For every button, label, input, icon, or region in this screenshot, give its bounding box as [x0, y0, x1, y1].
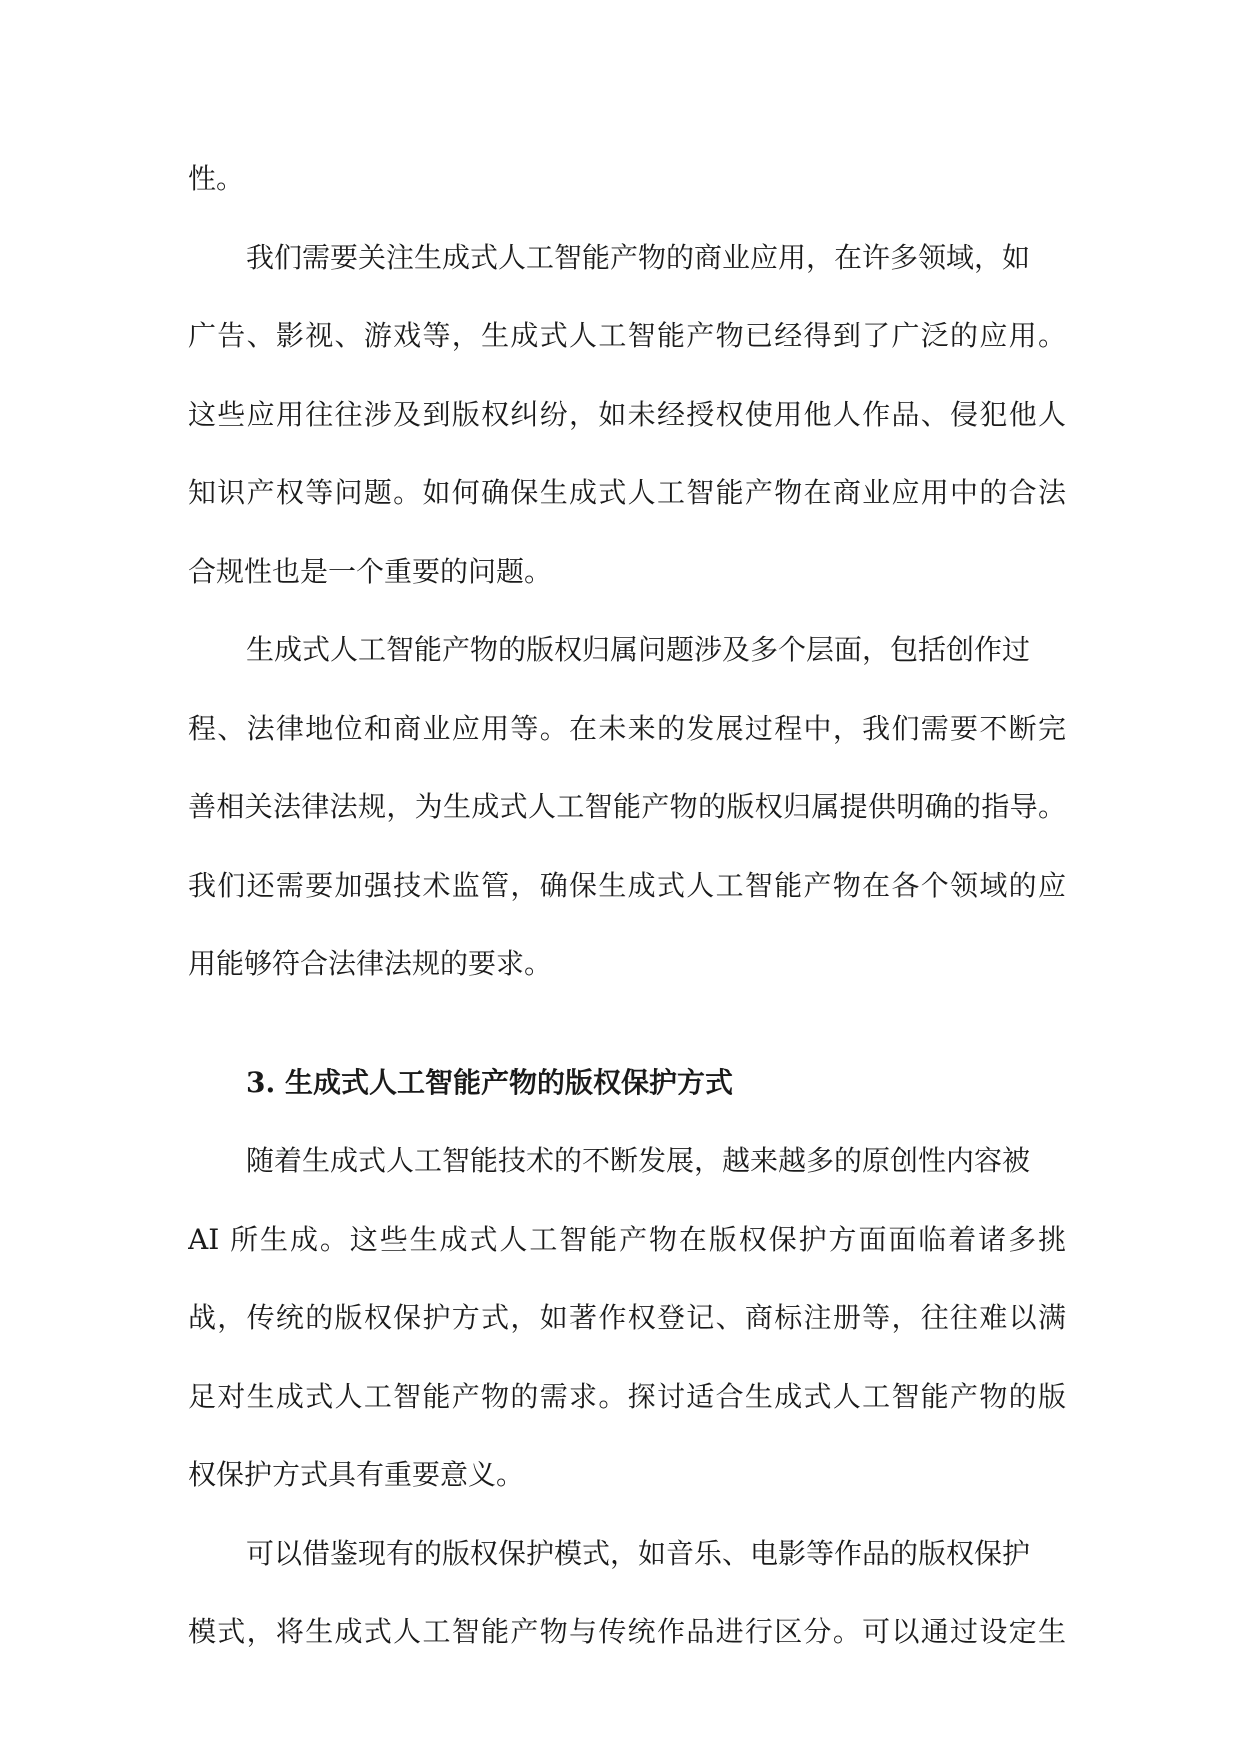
paragraph-line: 战，传统的版权保护方式，如著作权登记、商标注册等，往往难以满 — [188, 1301, 1066, 1334]
paragraph-line: 足对生成式人工智能产物的需求。探讨适合生成式人工智能产物的版 — [188, 1379, 1066, 1413]
paragraph-line: 这些应用往往涉及到版权纠纷，如未经授权使用他人作品、侵犯他人 — [188, 397, 1066, 431]
paragraph-line: 性。 — [188, 162, 245, 195]
paragraph-line: 程、法律地位和商业应用等。在未来的发展过程中，我们需要不断完 — [188, 711, 1066, 745]
paragraph-line: 生成式人工智能产物的版权归属问题涉及多个层面，包括创作过 — [246, 633, 1031, 666]
paragraph-line: 权保护方式具有重要意义。 — [188, 1458, 525, 1491]
paragraph-line: 我们还需要加强技术监管，确保生成式人工智能产物在各个领域的应 — [188, 868, 1066, 902]
paragraph-line: AI 所生成。这些生成式人工智能产物在版权保护方面面临着诸多挑 — [188, 1222, 1066, 1256]
paragraph-line: 随着生成式人工智能技术的不断发展，越来越多的原创性内容被 — [246, 1144, 1031, 1177]
section-heading: 3. 生成式人工智能产物的版权保护方式 — [246, 1065, 733, 1099]
paragraph-line: 善相关法律法规，为生成式人工智能产物的版权归属提供明确的指导。 — [188, 790, 1066, 823]
paragraph-line: 广告、影视、游戏等，生成式人工智能产物已经得到了广泛的应用。 — [188, 319, 1066, 352]
paragraph-line: 用能够符合法律法规的要求。 — [188, 947, 553, 980]
paragraph-line: 知识产权等问题。如何确保生成式人工智能产物在商业应用中的合法 — [188, 476, 1066, 509]
paragraph-line: 我们需要关注生成式人工智能产物的商业应用，在许多领域，如 — [246, 240, 1031, 274]
paragraph-line: 合规性也是一个重要的问题。 — [188, 554, 553, 588]
document-body — [188, 140, 1066, 1672]
paragraph-line: 可以借鉴现有的版权保护模式，如音乐、电影等作品的版权保护 — [246, 1536, 1031, 1570]
section-spacer — [188, 1004, 1066, 1044]
paragraph-line: 模式，将生成式人工智能产物与传统作品进行区分。可以通过设定生 — [188, 1615, 1066, 1648]
